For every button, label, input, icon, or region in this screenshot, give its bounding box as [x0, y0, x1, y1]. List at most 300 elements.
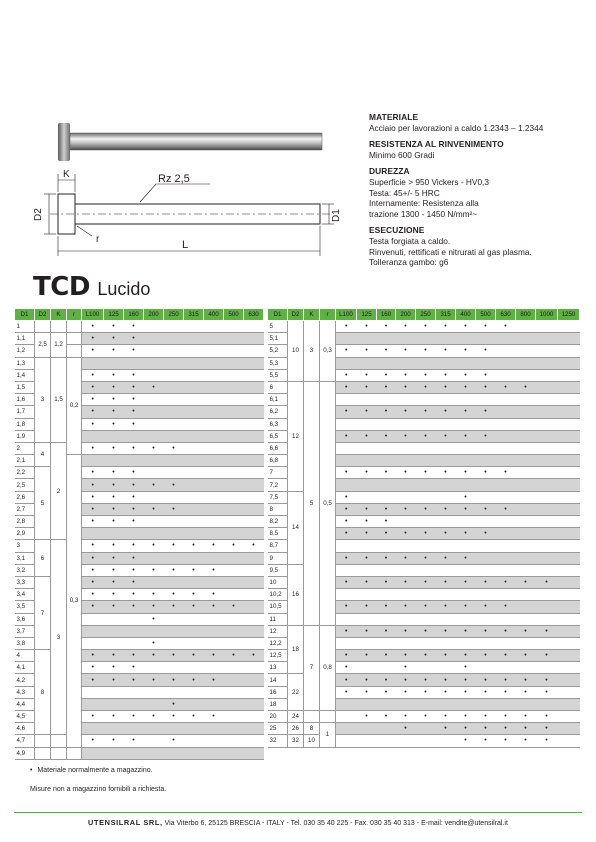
availability-cell: • — [416, 503, 436, 515]
availability-cell — [244, 711, 264, 723]
availability-cell — [144, 625, 164, 637]
availability-cell — [456, 698, 476, 710]
availability-cell — [476, 698, 496, 710]
column-header: K — [304, 309, 320, 321]
availability-cell — [244, 406, 264, 418]
availability-cell — [436, 455, 456, 467]
availability-cell: • — [357, 430, 377, 442]
availability-cell: • — [144, 381, 164, 393]
d1-cell: 5,3 — [268, 357, 288, 369]
availability-cell: • — [377, 601, 396, 613]
availability-cell — [144, 369, 164, 381]
availability-cell: • — [82, 540, 104, 552]
availability-cell: • — [336, 686, 357, 698]
availability-cell: • — [456, 467, 476, 479]
dim-d2-label: D2 — [33, 208, 44, 221]
availability-cell — [124, 528, 144, 540]
availability-cell: • — [456, 674, 476, 686]
availability-cell: • — [456, 406, 476, 418]
availability-cell — [456, 589, 476, 601]
availability-cell: • — [357, 406, 377, 418]
availability-cell: • — [456, 381, 476, 393]
availability-cell — [377, 698, 396, 710]
d1-cell: 6,3 — [268, 418, 288, 430]
availability-cell: • — [357, 601, 377, 613]
availability-cell — [224, 625, 244, 637]
availability-cell — [416, 564, 436, 576]
availability-cell — [144, 723, 164, 735]
availability-cell: • — [357, 625, 377, 637]
availability-cell — [416, 479, 436, 491]
availability-cell: • — [144, 613, 164, 625]
availability-cell: • — [164, 674, 184, 686]
dim-rz-label: Rz 2,5 — [158, 173, 190, 185]
availability-cell — [536, 406, 558, 418]
availability-cell — [558, 491, 580, 503]
availability-cell — [104, 357, 124, 369]
availability-cell: • — [82, 491, 104, 503]
availability-cell — [476, 418, 496, 430]
availability-cell: • — [104, 516, 124, 528]
availability-cell — [558, 735, 580, 747]
availability-cell — [244, 345, 264, 357]
d1-cell: 9 — [268, 552, 288, 564]
availability-cell — [496, 333, 516, 345]
d1-cell: 1,3 — [15, 357, 35, 369]
availability-cell: • — [82, 662, 104, 674]
availability-cell: • — [104, 394, 124, 406]
availability-cell: • — [416, 650, 436, 662]
availability-cell — [336, 540, 357, 552]
availability-cell — [244, 552, 264, 564]
availability-cell — [124, 455, 144, 467]
availability-cell — [184, 723, 204, 735]
footer-email[interactable]: E-mail: vendite@utensilral.it — [421, 820, 508, 827]
availability-cell — [144, 698, 164, 710]
availability-cell: • — [336, 503, 357, 515]
availability-cell — [244, 576, 264, 588]
availability-cell — [104, 528, 124, 540]
availability-cell: • — [144, 589, 164, 601]
availability-cell: • — [104, 576, 124, 588]
d1-cell: 2,8 — [15, 516, 35, 528]
availability-cell: • — [396, 406, 416, 418]
availability-cell — [558, 381, 580, 393]
d1-cell: 10 — [268, 576, 288, 588]
availability-cell — [224, 662, 244, 674]
pin-outline — [50, 194, 330, 234]
availability-cell — [124, 686, 144, 698]
availability-cell — [184, 442, 204, 454]
availability-cell: • — [377, 686, 396, 698]
availability-cell: • — [396, 711, 416, 723]
availability-cell: • — [104, 674, 124, 686]
column-header: 400 — [204, 309, 224, 321]
availability-cell — [476, 479, 496, 491]
availability-cell — [164, 747, 184, 759]
availability-cell — [224, 357, 244, 369]
availability-cell: • — [336, 430, 357, 442]
availability-cell — [204, 625, 224, 637]
availability-cell — [244, 479, 264, 491]
availability-cell: • — [336, 406, 357, 418]
availability-cell: • — [496, 503, 516, 515]
d1-cell: 9,5 — [268, 564, 288, 576]
availability-cell — [144, 394, 164, 406]
availability-cell: • — [476, 345, 496, 357]
column-header: L100 — [82, 309, 104, 321]
availability-cell — [184, 503, 204, 515]
spec-section — [369, 225, 584, 267]
availability-cell — [558, 589, 580, 601]
availability-cell — [436, 333, 456, 345]
d1-cell: 5,2 — [268, 345, 288, 357]
availability-cell: • — [357, 711, 377, 723]
spec-line: trazione 1300 - 1450 N/mm²~ — [369, 208, 478, 219]
availability-cell — [516, 455, 536, 467]
availability-cell — [244, 503, 264, 515]
availability-cell: • — [244, 540, 264, 552]
d1-cell: 2 — [15, 442, 35, 454]
availability-cell — [144, 455, 164, 467]
availability-cell: • — [456, 345, 476, 357]
availability-cell — [558, 430, 580, 442]
availability-cell — [244, 564, 264, 576]
availability-cell: • — [456, 625, 476, 637]
availability-cell: • — [82, 576, 104, 588]
availability-cell — [244, 528, 264, 540]
availability-cell: • — [416, 601, 436, 613]
availability-cell — [476, 540, 496, 552]
availability-cell — [496, 637, 516, 649]
dimension-cell: 0,8 — [320, 625, 336, 710]
availability-cell — [204, 479, 224, 491]
availability-cell — [336, 711, 357, 723]
availability-cell: • — [496, 723, 516, 735]
availability-cell — [558, 576, 580, 588]
column-header: D2 — [35, 309, 51, 321]
availability-cell: • — [336, 528, 357, 540]
availability-cell — [516, 369, 536, 381]
d1-cell: 25 — [268, 723, 288, 735]
availability-table-right — [267, 308, 580, 748]
empty-dimension-cell — [304, 711, 320, 723]
d1-cell: 1,8 — [15, 418, 35, 430]
availability-cell: • — [476, 406, 496, 418]
availability-cell: • — [357, 516, 377, 528]
availability-cell — [336, 637, 357, 649]
table-row — [15, 357, 264, 369]
availability-cell — [104, 430, 124, 442]
availability-cell: • — [82, 735, 104, 747]
availability-cell — [357, 723, 377, 735]
availability-cell: • — [82, 589, 104, 601]
availability-cell — [377, 540, 396, 552]
availability-cell: • — [124, 333, 144, 345]
availability-cell: • — [436, 528, 456, 540]
availability-cell: • — [104, 503, 124, 515]
column-header: 160 — [124, 309, 144, 321]
availability-cell — [558, 418, 580, 430]
availability-cell — [396, 455, 416, 467]
availability-cell — [224, 711, 244, 723]
column-header: 500 — [476, 309, 496, 321]
d1-cell: 2,6 — [15, 491, 35, 503]
availability-cell — [516, 333, 536, 345]
availability-cell — [416, 442, 436, 454]
availability-cell — [377, 357, 396, 369]
availability-cell — [82, 747, 104, 759]
availability-cell — [456, 479, 476, 491]
availability-cell — [82, 430, 104, 442]
availability-cell: • — [144, 637, 164, 649]
stock-legend — [30, 767, 153, 774]
availability-cell: • — [336, 467, 357, 479]
availability-cell — [516, 528, 536, 540]
availability-cell — [516, 540, 536, 552]
availability-cell: • — [82, 650, 104, 662]
availability-cell — [224, 589, 244, 601]
availability-cell — [224, 723, 244, 735]
availability-cell — [516, 516, 536, 528]
availability-cell: • — [496, 576, 516, 588]
availability-cell — [244, 625, 264, 637]
availability-cell: • — [104, 601, 124, 613]
availability-cell — [244, 674, 264, 686]
availability-cell: • — [104, 650, 124, 662]
availability-cell — [82, 528, 104, 540]
availability-cell — [204, 321, 224, 333]
column-header: L100 — [336, 309, 357, 321]
availability-cell: • — [436, 467, 456, 479]
availability-cell — [184, 528, 204, 540]
availability-cell — [164, 381, 184, 393]
availability-cell — [164, 686, 184, 698]
availability-cell — [104, 723, 124, 735]
availability-cell: • — [396, 576, 416, 588]
availability-cell — [82, 723, 104, 735]
availability-cell — [244, 357, 264, 369]
empty-dimension-cell — [35, 321, 51, 333]
availability-cell — [144, 747, 164, 759]
availability-cell: • — [396, 381, 416, 393]
availability-cell: • — [204, 601, 224, 613]
availability-cell — [336, 735, 357, 747]
availability-cell — [336, 333, 357, 345]
availability-cell — [244, 418, 264, 430]
availability-table-left — [14, 308, 264, 760]
availability-cell: • — [436, 381, 456, 393]
availability-cell: • — [536, 735, 558, 747]
availability-cell: • — [416, 674, 436, 686]
availability-cell — [476, 455, 496, 467]
availability-cell: • — [164, 650, 184, 662]
availability-cell — [456, 613, 476, 625]
dimension-cell: 3 — [35, 357, 51, 442]
availability-cell — [516, 357, 536, 369]
availability-cell: • — [377, 345, 396, 357]
empty-dimension-cell — [51, 747, 67, 759]
availability-cell: • — [377, 552, 396, 564]
availability-cell — [516, 503, 536, 515]
availability-cell — [436, 394, 456, 406]
availability-cell — [224, 552, 244, 564]
availability-cell — [124, 723, 144, 735]
availability-cell: • — [104, 333, 124, 345]
table-row — [268, 625, 580, 637]
availability-cell — [184, 552, 204, 564]
availability-cell — [476, 552, 496, 564]
availability-cell: • — [82, 369, 104, 381]
empty-dimension-cell — [51, 321, 67, 333]
column-header: 630 — [244, 309, 264, 321]
availability-cell: • — [476, 601, 496, 613]
availability-cell — [536, 564, 558, 576]
availability-cell — [536, 333, 558, 345]
availability-cell: • — [456, 503, 476, 515]
availability-cell: • — [496, 381, 516, 393]
availability-cell: • — [476, 711, 496, 723]
table-row — [15, 442, 264, 454]
availability-cell — [224, 686, 244, 698]
availability-cell — [558, 357, 580, 369]
availability-cell — [357, 455, 377, 467]
availability-cell — [496, 394, 516, 406]
availability-cell — [144, 467, 164, 479]
dimension-cell: 26 — [288, 723, 304, 735]
availability-cell: • — [476, 674, 496, 686]
availability-cell: • — [396, 686, 416, 698]
availability-cell: • — [456, 430, 476, 442]
availability-cell: • — [204, 650, 224, 662]
availability-cell — [558, 333, 580, 345]
availability-cell: • — [377, 674, 396, 686]
availability-cell — [456, 442, 476, 454]
availability-cell — [416, 540, 436, 552]
availability-cell: • — [396, 650, 416, 662]
availability-cell: • — [124, 479, 144, 491]
availability-cell — [244, 589, 264, 601]
availability-cell: • — [104, 467, 124, 479]
availability-cell: • — [357, 381, 377, 393]
availability-cell: • — [436, 406, 456, 418]
availability-cell — [336, 442, 357, 454]
availability-cell — [496, 662, 516, 674]
availability-cell: • — [436, 625, 456, 637]
availability-cell — [82, 613, 104, 625]
availability-cell — [224, 698, 244, 710]
availability-cell — [377, 589, 396, 601]
availability-cell: • — [104, 711, 124, 723]
availability-cell — [164, 723, 184, 735]
spec-section — [369, 139, 584, 160]
availability-cell — [124, 625, 144, 637]
availability-cell — [184, 381, 204, 393]
availability-cell: • — [124, 467, 144, 479]
empty-dimension-cell — [320, 711, 336, 723]
table-row — [268, 735, 580, 747]
availability-cell — [377, 394, 396, 406]
availability-cell — [244, 491, 264, 503]
d1-cell: 4,2 — [15, 674, 35, 686]
d1-cell: 3 — [15, 540, 35, 552]
availability-cell: • — [496, 467, 516, 479]
availability-cell — [82, 686, 104, 698]
availability-cell: • — [104, 540, 124, 552]
availability-cell: • — [204, 564, 224, 576]
availability-cell — [396, 735, 416, 747]
availability-cell: • — [357, 576, 377, 588]
availability-cell: • — [144, 540, 164, 552]
availability-cell: • — [124, 589, 144, 601]
availability-cell — [164, 662, 184, 674]
d1-cell: 12 — [268, 625, 288, 637]
availability-cell: • — [164, 479, 184, 491]
availability-cell: • — [476, 321, 496, 333]
availability-cell — [476, 662, 496, 674]
availability-cell: • — [124, 564, 144, 576]
availability-cell — [224, 418, 244, 430]
availability-cell: • — [124, 406, 144, 418]
availability-cell — [184, 467, 204, 479]
availability-cell — [436, 357, 456, 369]
availability-cell: • — [357, 467, 377, 479]
availability-cell — [516, 491, 536, 503]
availability-cell — [396, 698, 416, 710]
column-header: r — [320, 309, 336, 321]
availability-cell — [558, 674, 580, 686]
availability-cell: • — [104, 552, 124, 564]
availability-cell — [496, 442, 516, 454]
availability-cell — [396, 491, 416, 503]
table-row — [268, 381, 580, 393]
availability-cell — [184, 698, 204, 710]
availability-cell: • — [204, 674, 224, 686]
footer-company: UTENSILRAL SRL, — [88, 818, 163, 827]
availability-cell — [476, 613, 496, 625]
availability-cell: • — [396, 723, 416, 735]
availability-cell: • — [516, 711, 536, 723]
availability-cell — [224, 528, 244, 540]
dimension-cell: 2 — [51, 442, 67, 540]
availability-cell — [416, 418, 436, 430]
availability-cell — [496, 455, 516, 467]
availability-cell: • — [377, 406, 396, 418]
availability-cell: • — [357, 674, 377, 686]
availability-cell — [496, 613, 516, 625]
availability-cell — [516, 601, 536, 613]
column-header: D1 — [268, 309, 288, 321]
availability-cell: • — [416, 467, 436, 479]
availability-cell — [396, 442, 416, 454]
availability-cell: • — [336, 321, 357, 333]
availability-cell — [476, 491, 496, 503]
availability-cell: • — [164, 564, 184, 576]
availability-cell — [204, 357, 224, 369]
availability-cell: • — [164, 589, 184, 601]
availability-cell — [224, 637, 244, 649]
availability-cell — [496, 345, 516, 357]
on-request-note: Misure non a magazzino fornibili a richiesta. — [30, 786, 167, 793]
availability-cell — [496, 540, 516, 552]
availability-cell — [357, 662, 377, 674]
availability-cell: • — [124, 394, 144, 406]
pin-photo — [58, 123, 322, 161]
availability-cell — [336, 564, 357, 576]
availability-cell — [82, 455, 104, 467]
availability-cell: • — [496, 674, 516, 686]
empty-dimension-cell — [67, 321, 82, 333]
